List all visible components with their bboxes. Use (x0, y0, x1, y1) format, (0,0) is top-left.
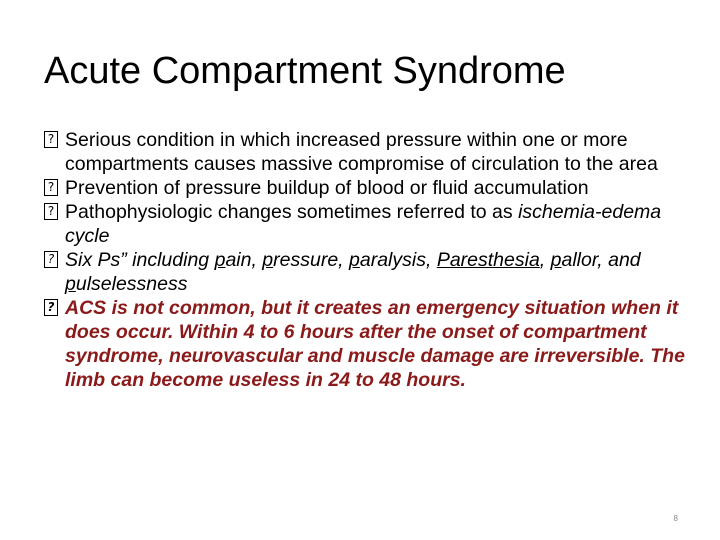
bullet-list (44, 128, 694, 392)
six-ps-letter-pressure: p (262, 249, 274, 271)
bullet-item-six-ps (44, 248, 694, 296)
six-ps-rest-pain: ain, (225, 249, 263, 271)
six-ps-rest-paralysis: aralysis, (359, 249, 437, 271)
six-ps-letter-pulselessness: p (65, 273, 76, 295)
missing-glyph-box-icon (44, 251, 58, 268)
bullet-text: Prevention of pressure buildup of blood or fluid accumulation (65, 177, 589, 199)
bullet-item-definition (44, 128, 694, 176)
page-number: 8 (673, 514, 678, 523)
six-ps-letter-pallor: p (550, 249, 562, 271)
six-ps-letter-pain: p (214, 249, 226, 271)
missing-glyph-box-icon (44, 203, 58, 220)
six-ps-rest-pallor: allor, and (561, 249, 641, 271)
bullet-item-pathophysiology (44, 200, 694, 248)
bullet-text-italic: ischemia-edema cycle (65, 201, 662, 247)
six-ps-rest-pressure: ressure, (273, 249, 350, 271)
missing-glyph-box-icon (44, 131, 58, 148)
missing-glyph-box-icon (44, 299, 58, 316)
six-ps-letter-paralysis: p (349, 249, 360, 271)
bullet-item-prevention (44, 176, 694, 200)
bullet-text: Serious condition in which increased pressure within one or more compartments causes massive compromise of circulation to the area (65, 129, 658, 175)
missing-glyph-box-icon (44, 179, 58, 196)
six-ps-intro: Six Ps” including (65, 249, 215, 271)
bullet-item-acs-emergency (44, 296, 694, 392)
six-ps-word-paresthesia: Paresthesia (436, 249, 540, 271)
six-ps-rest-paresthesia: , (539, 249, 551, 271)
six-ps-rest-pulselessness: ulselessness (75, 273, 188, 295)
slide-title: Acute Compartment Syndrome (44, 50, 566, 92)
bullet-text: ACS is not common, but it creates an emergency situation when it does occur. Within 4 to 6 hours after the onset of compartment syndrome, neurovascular and muscle damage are irreversible. The limb can become useless in 24 to 48 hours. (65, 297, 685, 391)
bullet-text: Pathophysiologic changes sometimes referred to as (65, 201, 519, 223)
